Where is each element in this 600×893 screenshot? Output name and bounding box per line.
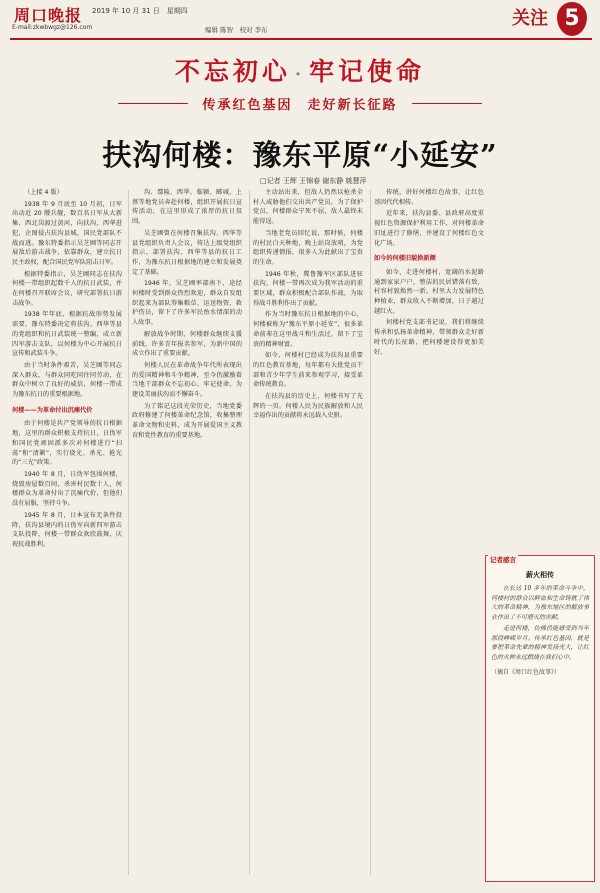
article-column-3 [253,188,363,878]
article-byline: □记者 王辉 王锦春 谢东静 姚慧萍 [260,177,367,185]
article-paragraph: 1938 年年底，根据抗战形势发展需要，豫东特委决定将扶沟、西华等县的党组织和抗日武装统一整编，成立新四军游击支队，以何楼为中心开展抗日宣传和武装斗争。 [12,311,122,358]
note-body [486,580,594,668]
article-column-2 [132,188,242,878]
article-paragraph: 1945 年 8 月，日本宣布无条件投降，扶沟县境内的日伪军向新四军游击支队投降，何楼一带群众欢欣鼓舞，庆祝抗战胜利。 [12,511,122,548]
article-paragraph: 传统，讲好何楼红色故事，让红色基因代代相传。 [374,189,484,206]
note-title: 薪火相传 [526,571,554,579]
article-paragraph: 1946 年秋，冀鲁豫军区部队进驻扶沟，何楼一带再次成为我军活动的重要区域，群众积极配合部队作战，为取得战斗胜利作出了贡献。 [253,270,363,307]
banner-rule-right [412,103,482,104]
page-number-badge: 5 [557,2,587,36]
banner-slogan [118,52,482,88]
note-label: 记者感言 [490,556,516,564]
article-paragraph: 如今，何楼村已经成为扶沟县重要的红色教育基地，每年都有大批党员干部和青少年学生前来参观学习，接受革命传统教育。 [253,352,363,389]
newspaper-logo: 周口晚报 [14,6,83,25]
banner-separator: · [294,64,306,85]
article-paragraph: 1946 年，吴芝圃率部南下，途经何楼时受到群众热烈欢迎，群众自发组织起来为部队筹集粮草、运送物资、救护伤员，留下了许多军民鱼水情深的动人故事。 [132,280,242,327]
contact-email: E-mail:zkwbwgz@126.com [12,24,93,31]
article-headline: 扶沟何楼：豫东平原“小延安” [102,138,498,172]
column-divider [370,190,371,875]
theme-banner [118,52,482,126]
banner-slogan-part1: 不忘初心 [174,57,291,86]
article-column-5 [485,188,595,548]
article-paragraph: 主动站出来，但敌人仍然以枪杀全村人威胁他们交出共产党员，为了保护党员，何楼群众宁死不屈，敌人最终未能得逞。 [253,189,363,226]
issue-date: 2019 年 10 月 31 日 星期四 [92,7,188,15]
subsection-heading: 如今的何楼旧貌换新颜 [374,255,436,263]
column-divider [128,190,129,875]
article-paragraph: 1938 年 9 月底至 10 月初，日军出动近 20 艘兵舰，数百名日军从大新集、西北岗渡过黄河，向扶沟、西华进犯，企图侵占扶沟县城，国民党部队不战而逃。豫东特委指示吴芝圃等同志开展敌后游击战争，依靠群众，建立抗日民主政权，配合国民党军队阻击日军。 [12,200,122,266]
article-paragraph: 如今，走进何楼村，宽阔的水泥路通到家家户户，整洁的民居错落有致，村容村貌焕然一新。村里大力发展特色种植业，群众收入不断增加，日子越过越红火。 [374,268,484,315]
banner-subtitle: 传承红色基因 走好新长征路 [202,98,398,113]
reporter-note-box [485,555,595,882]
article-paragraph: 何楼村党支部书记说，我们将继续传承和弘扬革命精神，带领群众走好新时代的长征路，把何楼建设得更加美好。 [374,319,484,356]
article-paragraph: 1940 年 8 月，日伪军包围何楼，烧毁房屋数百间，杀害村民数十人，何楼群众为革命付出了沉痛代价，但他们没有屈服，坚持斗争。 [12,470,122,508]
article-paragraph: （上接 4 版） [24,189,63,196]
editors-line: 编辑 陈智 校对 李东 [205,26,268,34]
article-paragraph: 在扶沟县的历史上，何楼书写了光辉的一页，何楼人民为民族解放和人民幸福作出的贡献将永远载入史册。 [253,393,363,420]
masthead [0,0,600,40]
column-divider [249,190,250,875]
article-paragraph: 近年来，扶沟县委、县政府高度重视红色资源保护利用工作，对何楼革命旧址进行了修缮，并建设了何楼红色文化广场。 [374,210,484,247]
section-name: 关注 [512,8,548,29]
banner-slogan-part2: 牢记使命 [309,57,426,86]
subsection-heading: 何楼——为革命付出沉痛代价 [12,406,93,414]
article-paragraph: 根据特委指示，吴芝圃同志在扶沟何楼一带组织起数千人的抗日武装，并在何楼召开联席会议，研究部署抗日游击战争。 [12,270,122,307]
note-source: （摘自《周口红色故事》） [491,669,561,676]
header-rule [10,38,592,40]
article-paragraph: 解放战争时期，何楼群众继续支援前线，许多青年报名参军，为新中国的成立作出了重要贡献。 [132,330,242,358]
article-paragraph: 作为当时豫东抗日根据地的中心，何楼被称为“豫东平原小延安”，很多革命前辈在这里战斗和生活过，留下了宝贵的精神财富。 [253,311,363,348]
article-paragraph: 由于何楼是共产党领导的抗日根据地，这里的群众积极支持抗日，日伪军和国民党顽固派多次对何楼进行“扫荡”和“清剿”，实行烧光、杀光、抢光的“三光”政策。 [12,420,122,467]
article-paragraph: 沟、鄢陵、西华、临颍、郾城、上蔡等地党员奔赴何楼，组织开展抗日宣传活动，在这里形成了浓厚的抗日氛围。 [132,189,242,226]
article-paragraph: 何楼人民在革命战争年代所表现出的爱国精神和斗争精神，至今仍激励着当地干部群众不忘初心、牢记使命，为建设美丽扶沟而不懈奋斗。 [132,361,242,399]
note-paragraph: 走进何楼，仿佛仍能感受到当年那段峥嵘岁月。传承红色基因，就是要把革命先辈的精神发扬光大，让红色的火种永远燃烧在我们心中。 [491,625,589,661]
article-paragraph: 当地老党员回忆说，那时候，何楼的村民白天种地，晚上站岗放哨，为党组织传递情报，很多人为此献出了宝贵的生命。 [253,229,363,266]
note-paragraph: 在长达 10 多年的革命斗争中，何楼村的群众以鲜血和生命铸就了伟大的革命精神，为豫东地区的解放事业作出了不可磨灭的贡献。 [491,585,589,621]
article-column-4 [374,188,484,878]
article-paragraph: 由于当时条件艰苦，吴芝圃等同志深入群众，与群众同吃同住同劳动，在群众中树立了良好的威信，何楼一带成为豫东抗日的重要根据地。 [12,361,122,399]
article-paragraph: 为了铭记这段光荣历史，当地党委政府修建了何楼革命纪念馆，收集整理革命文物和史料，成为开展爱国主义教育和党性教育的重要基地。 [132,402,242,439]
article-paragraph: 吴芝圃曾在何楼召集扶沟、西华等县党组织负责人会议，传达上级党组织指示，部署扶沟、西华等县的抗日工作，为豫东抗日根据地的建立和发展奠定了基础。 [132,229,242,276]
article-column-1 [12,188,122,878]
